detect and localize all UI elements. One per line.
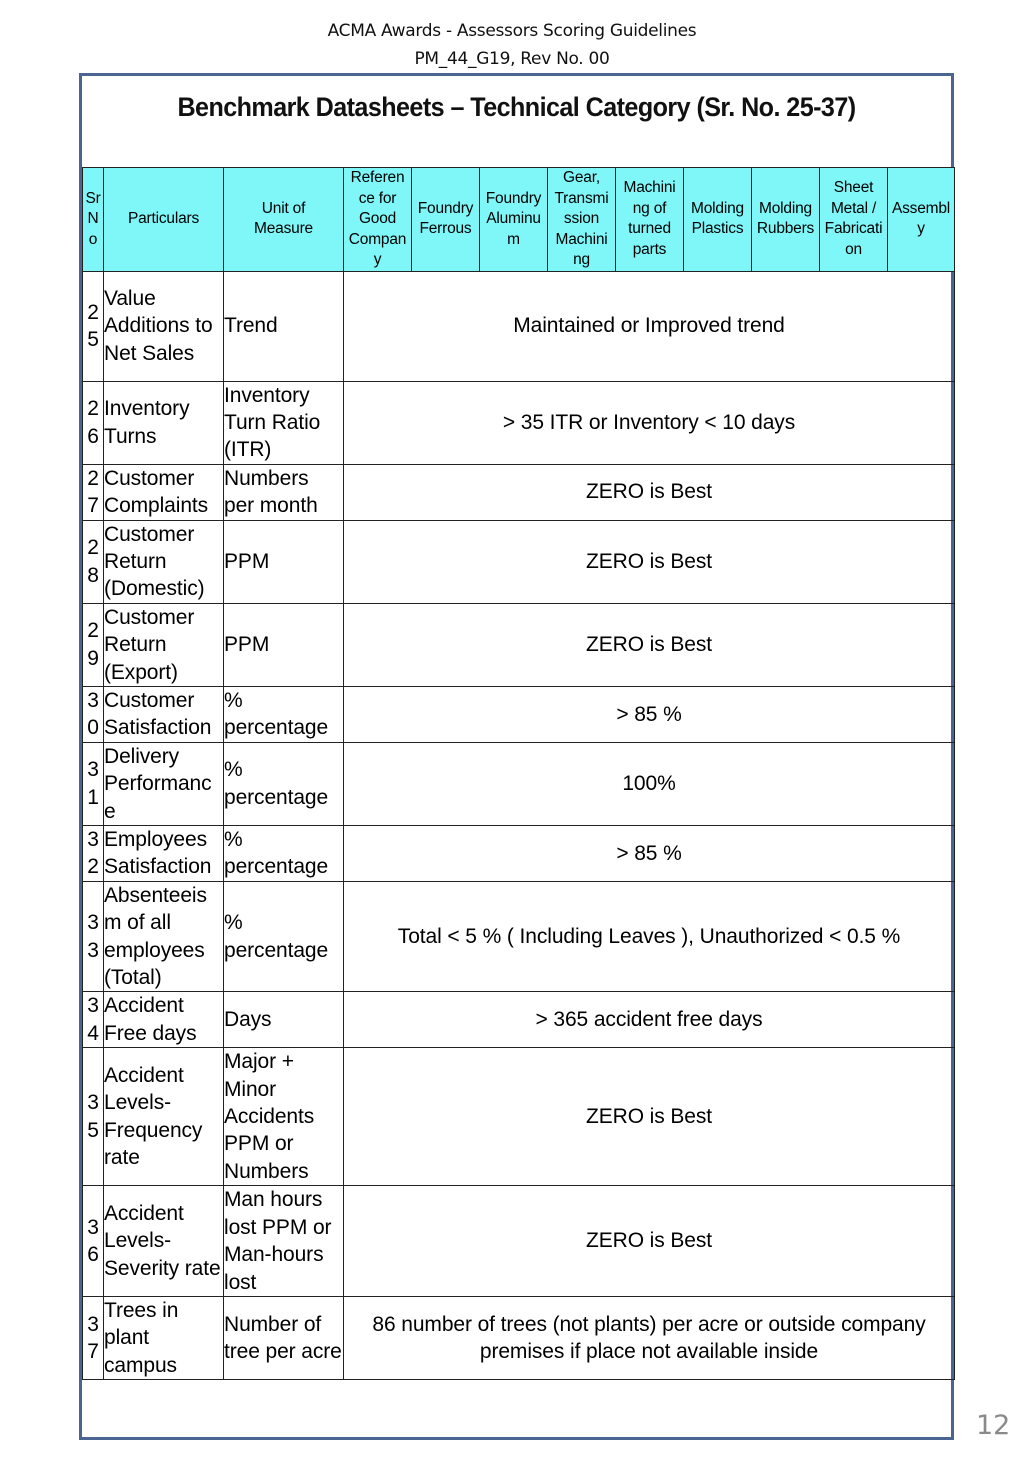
document-header-title: ACMA Awards - Assessors Scoring Guidelines (327, 21, 697, 41)
table-row (83, 381, 955, 464)
column-header-line: Compan (348, 230, 407, 248)
benchmark-cell: > 85 % (344, 826, 955, 882)
page-title: Benchmark Datasheets – Technical Category (Sr. No. 25-37) (177, 92, 856, 122)
column-header-line: ng of (632, 199, 667, 217)
sr-no-cell (83, 464, 104, 520)
particulars-cell: Inventory Turns (104, 381, 224, 464)
column-header-line: Aluminu (486, 210, 541, 227)
benchmark-cell: ZERO is Best (344, 1048, 955, 1186)
benchmark-cell: > 35 ITR or Inventory < 10 days (344, 381, 955, 464)
sr-no-digit: 3 (87, 688, 99, 712)
sr-no-cell (83, 686, 104, 742)
sr-no-cell (83, 1186, 104, 1297)
column-header-line: Unit of (261, 199, 306, 217)
column-header-line: Molding (691, 199, 744, 217)
sr-no-digit: 2 (87, 855, 99, 879)
column-header-machining-turned-parts (616, 168, 684, 272)
particulars-cell: Trees in plant campus (104, 1296, 224, 1379)
unit-of-measure-cell: Inventory Turn Ratio (ITR) (224, 381, 344, 464)
sr-no-cell (83, 881, 104, 992)
sr-no-digit: 3 (87, 1312, 99, 1336)
column-header-assembly (888, 168, 955, 272)
table-row (83, 603, 955, 686)
column-header-line: Machini (623, 179, 676, 197)
column-header-line: y (917, 220, 925, 238)
table-header-row (83, 168, 955, 272)
sr-no-digit: 5 (87, 328, 99, 351)
benchmark-cell: > 365 accident free days (344, 992, 955, 1048)
unit-of-measure-cell: PPM (224, 520, 344, 603)
column-header-molding-plastics (684, 168, 752, 272)
particulars-cell: Value Additions to Net Sales (104, 271, 224, 381)
unit-of-measure-cell: Number of tree per acre (224, 1296, 344, 1379)
column-header-line: Ferrous (419, 220, 472, 238)
sr-no-digit: 2 (87, 397, 99, 421)
table-row (83, 520, 955, 603)
unit-of-measure-cell: % percentage (224, 742, 344, 825)
column-header-line: Referen (350, 169, 405, 186)
particulars-cell: Customer Return (Export) (104, 603, 224, 686)
column-header-line: Machini (555, 230, 608, 248)
column-header-line: Foundry (485, 189, 542, 207)
document-header-revision: PM_44_G19, Rev No. 00 (414, 49, 610, 69)
column-header-line: Particulars (127, 210, 200, 227)
benchmark-cell: ZERO is Best (344, 603, 955, 686)
sr-no-digit: 4 (87, 1021, 99, 1045)
sr-no-digit: 3 (87, 828, 99, 851)
column-header-line: Transmi (554, 189, 609, 207)
sr-no-digit: 1 (87, 785, 99, 809)
sr-no-digit: 9 (87, 646, 99, 670)
column-header-line: ssion (563, 210, 600, 227)
sr-no-digit: 2 (87, 536, 99, 560)
particulars-cell: Customer Complaints (104, 464, 224, 520)
column-header-line: y (373, 251, 382, 268)
column-header-line: ng (573, 251, 590, 268)
sr-no-cell (83, 1048, 104, 1186)
column-header-line: ce for (358, 189, 397, 207)
page-number: 12 (976, 1410, 1011, 1441)
sr-no-cell (83, 826, 104, 882)
slide-frame (79, 73, 954, 1440)
benchmark-cell: ZERO is Best (344, 520, 955, 603)
sr-no-cell (83, 742, 104, 825)
sr-no-digit: 2 (87, 466, 99, 490)
column-header-line: parts (632, 240, 667, 258)
table-row (83, 271, 955, 381)
sr-no-digit: 0 (87, 716, 99, 740)
particulars-cell: Customer Satisfaction (104, 686, 224, 742)
column-header-sheet-metal-fabrication (820, 168, 888, 272)
unit-of-measure-cell: Days (224, 992, 344, 1048)
table-row (83, 686, 955, 742)
column-header-line: m (507, 230, 520, 248)
column-header-reference-good-company (344, 168, 412, 272)
sr-no-cell (83, 603, 104, 686)
column-header-line: Measure (254, 220, 313, 238)
table-row (83, 742, 955, 825)
column-header-line: turned (628, 220, 671, 238)
sr-no-digit: 2 (87, 300, 99, 324)
sr-no-digit: 3 (87, 1215, 99, 1239)
column-header-line: Foundry (417, 199, 474, 217)
column-header-line: N (87, 210, 99, 227)
column-header-line: Plastics (691, 220, 744, 238)
unit-of-measure-cell: % percentage (224, 826, 344, 882)
unit-of-measure-cell: Numbers per month (224, 464, 344, 520)
unit-of-measure-cell: Major + Minor Accidents PPM or Numbers (224, 1048, 344, 1186)
column-header-line: on (845, 240, 862, 258)
sr-no-digit: 6 (87, 1243, 99, 1267)
sr-no-digit: 3 (87, 938, 99, 962)
table-row (83, 992, 955, 1048)
sr-no-digit: 5 (87, 1118, 99, 1142)
sr-no-digit: 7 (87, 494, 99, 518)
particulars-cell: Delivery Performanc e (104, 742, 224, 825)
sr-no-cell (83, 1296, 104, 1379)
sr-no-digit: 3 (87, 994, 99, 1018)
table-row (83, 464, 955, 520)
column-header-line: Assembl (891, 199, 951, 217)
sr-no-digit: 3 (87, 758, 99, 782)
sr-no-cell (83, 381, 104, 464)
particulars-cell: Customer Return (Domestic) (104, 520, 224, 603)
particulars-cell: Accident Levels- Frequency rate (104, 1048, 224, 1186)
table-row (83, 1296, 955, 1379)
column-header-line: Molding (759, 199, 812, 217)
unit-of-measure-cell: Trend (224, 271, 344, 381)
sr-no-digit: 2 (87, 619, 99, 643)
unit-of-measure-cell: % percentage (224, 881, 344, 992)
benchmark-cell: 100% (344, 742, 955, 825)
column-header-foundry-aluminum (480, 168, 548, 272)
benchmark-cell: Total < 5 % ( Including Leaves ), Unauthorized < 0.5 % (344, 881, 955, 992)
sr-no-digit: 7 (87, 1340, 99, 1364)
unit-of-measure-cell: PPM (224, 603, 344, 686)
table-row (83, 826, 955, 882)
column-header-line: Sheet (833, 179, 874, 197)
table-row (83, 1048, 955, 1186)
sr-no-digit: 3 (87, 1091, 99, 1115)
sr-no-cell (83, 520, 104, 603)
column-header-unit-of-measure (224, 168, 344, 272)
particulars-cell: Accident Free days (104, 992, 224, 1048)
unit-of-measure-cell: % percentage (224, 686, 344, 742)
column-header-line: Gear, (563, 169, 600, 186)
benchmark-table (82, 167, 955, 1380)
benchmark-cell: Maintained or Improved trend (344, 271, 955, 381)
table-body (83, 271, 955, 1380)
sr-no-digit: 6 (87, 424, 99, 448)
table-row (83, 881, 955, 992)
column-header-line: Good (358, 210, 397, 227)
table-row (83, 1186, 955, 1297)
particulars-cell: Employees Satisfaction (104, 826, 224, 882)
sr-no-digit: 3 (87, 911, 99, 935)
column-header-gear-transmission-machining (548, 168, 616, 272)
column-header-line: Rubbers (756, 220, 815, 238)
column-header-sr-no (83, 168, 104, 272)
column-header-line: o (88, 230, 98, 248)
column-header-line: Sr (85, 189, 101, 207)
unit-of-measure-cell: Man hours lost PPM or Man-hours lost (224, 1186, 344, 1297)
benchmark-cell: 86 number of trees (not plants) per acre or outside company premises if place not available inside (344, 1296, 955, 1379)
sr-no-cell (83, 271, 104, 381)
benchmark-cell: ZERO is Best (344, 464, 955, 520)
column-header-foundry-ferrous (412, 168, 480, 272)
benchmark-cell: ZERO is Best (344, 1186, 955, 1297)
particulars-cell: Accident Levels- Severity rate (104, 1186, 224, 1297)
column-header-molding-rubbers (752, 168, 820, 272)
sr-no-digit: 8 (87, 563, 99, 587)
sr-no-cell (83, 992, 104, 1048)
particulars-cell: Absenteeis m of all employees (Total) (104, 881, 224, 992)
column-header-line: Metal / (830, 199, 877, 217)
column-header-line: Fabricati (824, 220, 883, 238)
benchmark-cell: > 85 % (344, 686, 955, 742)
column-header-particulars (104, 168, 224, 272)
